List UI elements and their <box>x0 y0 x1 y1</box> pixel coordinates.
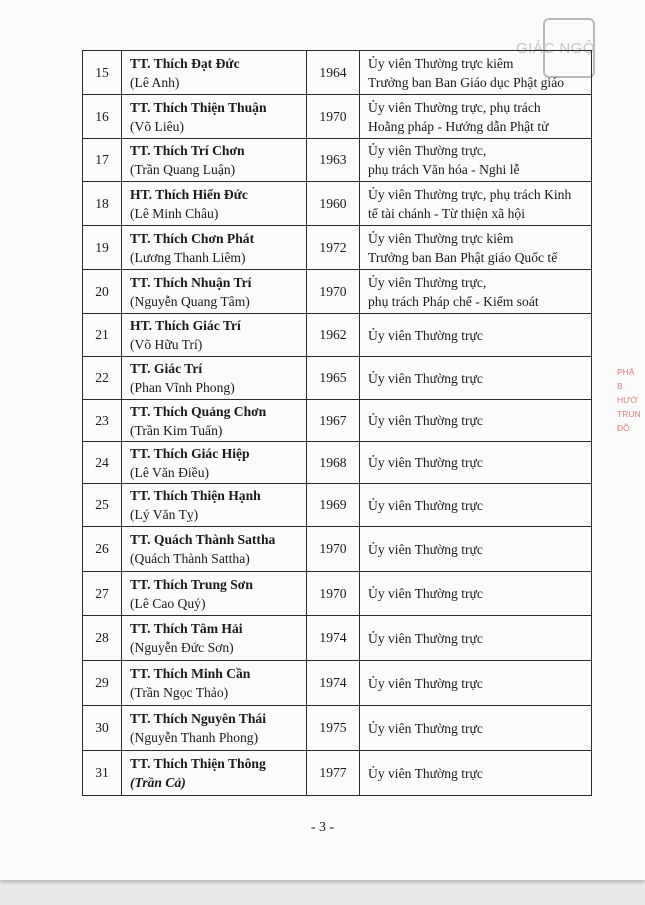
table-row <box>83 572 592 616</box>
dharma-name: TT. Thích Trung Sơn <box>130 576 253 592</box>
stamp-line: HƯỚ <box>617 395 638 405</box>
dharma-name: TT. Thích Nguyên Thái <box>130 711 266 726</box>
dharma-name: TT. Thích Trí Chơn <box>130 143 245 158</box>
row-number: 27 <box>83 572 122 616</box>
dharma-name: HT. Thích Hiển Đức <box>130 186 248 202</box>
role-line: Ủy viên Thường trực <box>368 586 483 601</box>
name-cell <box>122 182 307 226</box>
row-number: 28 <box>83 616 122 661</box>
lay-name: (Trần Ngọc Thảo) <box>130 685 229 700</box>
page-number: - 3 - <box>310 820 335 835</box>
name-cell <box>122 314 307 357</box>
name-cell <box>122 706 307 751</box>
role-line: Hoằng pháp - Hướng dẫn Phật tử <box>368 118 549 134</box>
name-cell <box>122 616 307 661</box>
lay-name: (Võ Liêu) <box>130 118 184 134</box>
row-number: 16 <box>83 95 122 139</box>
stamp-line: PHẬ <box>617 367 635 377</box>
birth-year: 1970 <box>307 270 360 314</box>
row-number: 21 <box>83 314 122 357</box>
role-line: Ủy viên Thường trực, <box>368 143 487 158</box>
name-cell <box>122 95 307 139</box>
dharma-name: TT. Quách Thành Sattha <box>130 532 276 547</box>
members-table <box>82 50 592 796</box>
lay-name: (Võ Hữu Trí) <box>130 337 203 352</box>
role-line: phụ trách Văn hóa - Nghi lễ <box>368 162 520 177</box>
role-line: Ủy viên Thường trực <box>368 541 483 557</box>
role-line: phụ trách Pháp chế - Kiểm soát <box>368 293 539 309</box>
table-row <box>83 484 592 527</box>
lay-name: (Trần Cả) <box>130 775 186 790</box>
table-row <box>83 357 592 400</box>
role-cell <box>360 484 592 527</box>
birth-year: 1962 <box>307 314 360 357</box>
row-number: 29 <box>83 661 122 706</box>
name-cell <box>122 357 307 400</box>
table-row <box>83 95 592 139</box>
role-line: Ủy viên Thường trực, phụ trách Kinh <box>368 186 572 202</box>
role-cell <box>360 51 592 95</box>
lay-name: (Lê Anh) <box>130 74 180 90</box>
lay-name: (Trần Quang Luận) <box>130 162 236 177</box>
role-cell <box>360 270 592 314</box>
role-line: Trưởng ban Ban Giáo dục Phật giáo <box>368 74 565 90</box>
watermark-brand: GIÁC NGỘ <box>515 40 595 57</box>
table-row <box>83 527 592 572</box>
role-line: Ủy viên Thường trực <box>368 675 483 691</box>
table-row <box>83 51 592 95</box>
role-cell <box>360 751 592 796</box>
birth-year: 1968 <box>307 442 360 484</box>
row-number: 31 <box>83 751 122 796</box>
table-row <box>83 314 592 357</box>
role-line: Ủy viên Thường trực kiêm <box>368 55 514 71</box>
birth-year: 1965 <box>307 357 360 400</box>
dharma-name: TT. Thích Thiện Thông <box>130 756 266 771</box>
row-number: 20 <box>83 270 122 314</box>
dharma-name: TT. Thích Minh Cần <box>130 666 251 681</box>
lay-name: (Lý Văn Tỵ) <box>130 507 199 522</box>
dharma-name: TT. Thích Nhuận Trí <box>130 274 252 290</box>
role-cell <box>360 572 592 616</box>
dharma-name: TT. Thích Đạt Đức <box>130 55 240 71</box>
table-row <box>83 442 592 484</box>
role-line: Ủy viên Thường trực kiêm <box>368 230 514 246</box>
name-cell <box>122 442 307 484</box>
stamp-line: ĐỒ <box>617 423 630 433</box>
role-line: Ủy viên Thường trực <box>368 630 483 646</box>
name-cell <box>122 51 307 95</box>
role-line: tế tài chánh - Từ thiện xã hội <box>368 205 525 221</box>
role-cell <box>360 400 592 442</box>
name-cell <box>122 400 307 442</box>
dharma-name: TT. Thích Giác Hiệp <box>130 445 250 461</box>
row-number: 18 <box>83 182 122 226</box>
dharma-name: TT. Thích Thiện Thuận <box>130 99 267 115</box>
birth-year: 1970 <box>307 95 360 139</box>
name-cell <box>122 661 307 706</box>
name-cell <box>122 270 307 314</box>
lay-name: (Lương Thanh Liêm) <box>130 249 246 265</box>
role-line: Ủy viên Thường trực, phụ trách <box>368 99 541 115</box>
row-number: 15 <box>83 51 122 95</box>
table-row <box>83 182 592 226</box>
lay-name: (Nguyễn Thanh Phong) <box>130 730 259 745</box>
role-cell <box>360 661 592 706</box>
table-row <box>83 616 592 661</box>
name-cell <box>122 751 307 796</box>
stamp-line: B <box>617 381 623 391</box>
name-cell <box>122 484 307 527</box>
role-line: Ủy viên Thường trực <box>368 720 483 736</box>
dharma-name: TT. Giác Trí <box>130 361 203 376</box>
birth-year: 1974 <box>307 616 360 661</box>
table-row <box>83 751 592 796</box>
birth-year: 1974 <box>307 661 360 706</box>
table-row <box>83 270 592 314</box>
birth-year: 1963 <box>307 139 360 182</box>
row-number: 22 <box>83 357 122 400</box>
lay-name: (Lê Văn Điều) <box>130 464 210 480</box>
role-cell <box>360 442 592 484</box>
row-number: 23 <box>83 400 122 442</box>
birth-year: 1972 <box>307 226 360 270</box>
name-cell <box>122 572 307 616</box>
row-number: 24 <box>83 442 122 484</box>
birth-year: 1967 <box>307 400 360 442</box>
role-cell <box>360 226 592 270</box>
dharma-name: TT. Thích Tâm Hải <box>130 621 243 636</box>
name-cell <box>122 139 307 182</box>
birth-year: 1960 <box>307 182 360 226</box>
row-number: 19 <box>83 226 122 270</box>
name-cell <box>122 527 307 572</box>
role-line: Ủy viên Thường trực <box>368 455 483 470</box>
row-number: 30 <box>83 706 122 751</box>
red-seal-stamp <box>611 365 645 480</box>
role-line: Ủy viên Thường trực <box>368 413 483 428</box>
role-cell <box>360 314 592 357</box>
table-row <box>83 400 592 442</box>
lay-name: (Trần Kim Tuấn) <box>130 422 223 438</box>
row-number: 26 <box>83 527 122 572</box>
role-cell <box>360 527 592 572</box>
birth-year: 1975 <box>307 706 360 751</box>
birth-year: 1970 <box>307 572 360 616</box>
role-line: Trưởng ban Ban Phật giáo Quốc tế <box>368 249 558 265</box>
birth-year: 1969 <box>307 484 360 527</box>
lay-name: (Nguyễn Quang Tâm) <box>130 293 250 309</box>
birth-year: 1977 <box>307 751 360 796</box>
role-line: Ủy viên Thường trực <box>368 497 483 513</box>
role-cell <box>360 616 592 661</box>
dharma-name: HT. Thích Giác Trí <box>130 318 241 333</box>
lay-name: (Phan Vĩnh Phong) <box>130 380 235 395</box>
role-line: Ủy viên Thường trực, <box>368 274 487 290</box>
birth-year: 1970 <box>307 527 360 572</box>
row-number: 17 <box>83 139 122 182</box>
lay-name: (Lê Cao Quý) <box>130 595 206 611</box>
role-line: Ủy viên Thường trực <box>368 370 483 386</box>
birth-year: 1964 <box>307 51 360 95</box>
role-cell <box>360 95 592 139</box>
dharma-name: TT. Thích Chơn Phát <box>130 230 255 246</box>
table-row <box>83 661 592 706</box>
role-line: Ủy viên Thường trực <box>368 327 483 343</box>
role-line: Ủy viên Thường trực <box>368 765 483 781</box>
lay-name: (Nguyễn Đức Sơn) <box>130 640 234 655</box>
table-row <box>83 139 592 182</box>
table-row <box>83 706 592 751</box>
table-row <box>83 226 592 270</box>
dharma-name: TT. Thích Thiện Hạnh <box>130 488 261 503</box>
role-cell <box>360 182 592 226</box>
lay-name: (Quách Thành Sattha) <box>130 551 250 566</box>
role-cell <box>360 139 592 182</box>
lay-name: (Lê Minh Châu) <box>130 205 219 221</box>
role-cell <box>360 706 592 751</box>
role-cell <box>360 357 592 400</box>
row-number: 25 <box>83 484 122 527</box>
stamp-line: TRUN <box>617 409 641 419</box>
dharma-name: TT. Thích Quảng Chơn <box>130 403 267 419</box>
name-cell <box>122 226 307 270</box>
